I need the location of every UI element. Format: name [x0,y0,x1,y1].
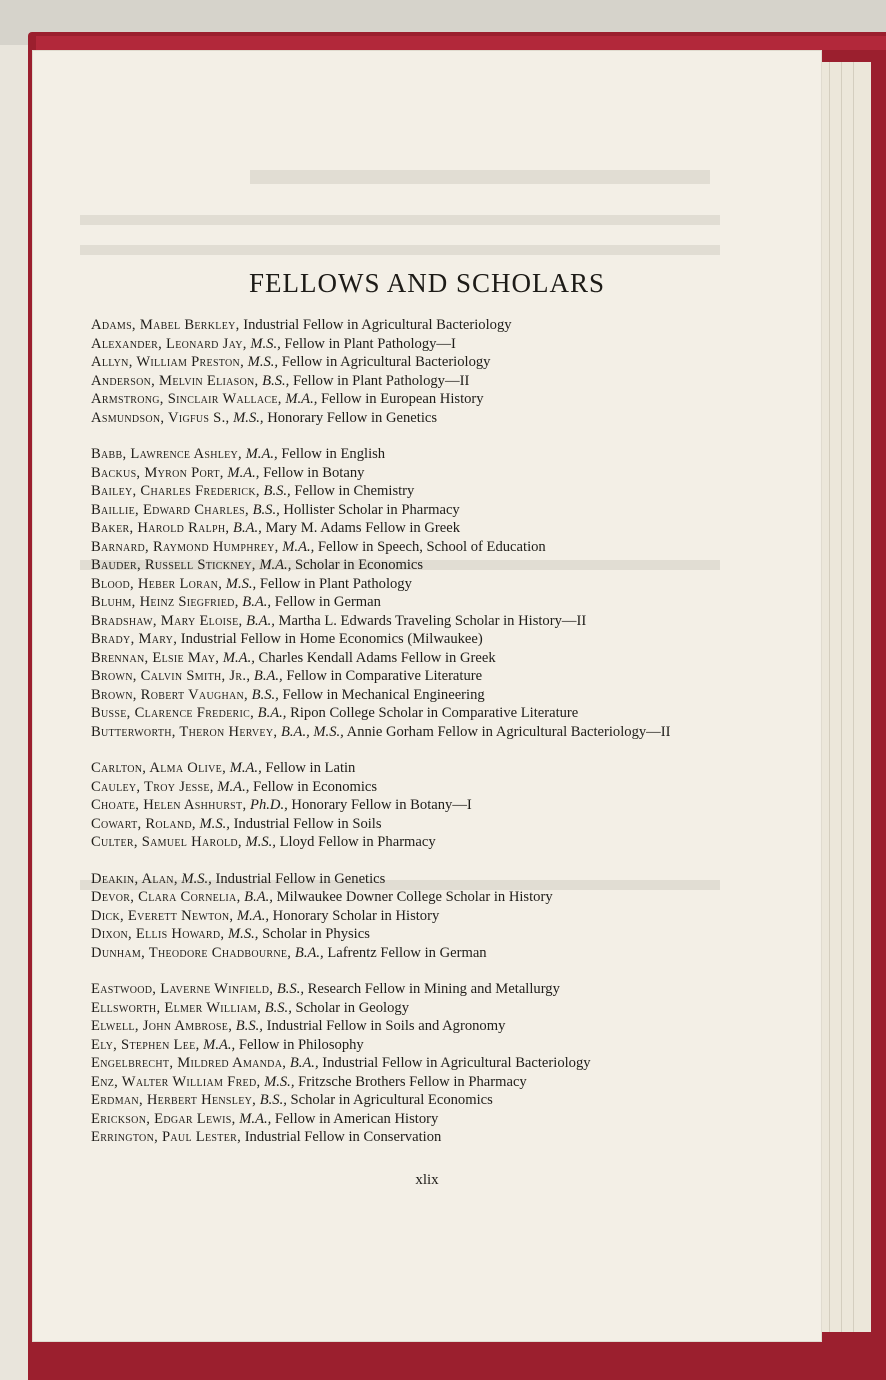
award-description: Martha L. Edwards Traveling Scholar in History—II [274,612,587,629]
award-description: Honorary Scholar in History [269,907,440,924]
person-name: Dixon, Ellis Howard, [91,926,225,942]
person-name: Baker, Harold Ralph, [91,520,230,536]
degree: B.S., [256,1092,287,1108]
list-item [91,815,741,834]
award-description: Hollister Scholar in Pharmacy [279,501,460,518]
list-item [91,482,741,501]
group-separator [91,427,741,445]
person-name: Bluhm, Heinz Siegfried, [91,594,239,610]
degree: M.A., [199,1036,236,1053]
award-description: Ripon College Scholar in Comparative Literature [286,705,579,721]
person-name: Bauder, Russell Stickney, [91,557,256,573]
award-description: Research Fellow in Mining and Metallurgy [304,981,560,997]
degree: B.A., [286,1055,319,1071]
list-item [91,390,741,409]
list-item [91,1036,741,1055]
list-item [91,1073,741,1092]
list-item [91,833,741,852]
award-description: Fellow in Speech, School of Education [314,538,546,555]
degree: M.S., [260,1073,295,1090]
person-name: Anderson, Melvin Eliason, [91,372,259,389]
award-description: Fellow in Plant Pathology [256,575,412,592]
person-name: Ellsworth, Elmer William, [91,999,262,1016]
degree: B.A., [254,705,287,721]
award-description: Fellow in European History [317,391,484,407]
degree: Ph.D., [246,797,288,813]
person-name: Babb, Lawrence Ashley, [91,446,242,462]
degree: B.A., [240,889,273,905]
award-description: Fellow in Mechanical Engineering [278,686,485,703]
person-name: Ely, Stephen Lee, [91,1036,200,1053]
list-item [91,1017,741,1036]
list-item [91,944,741,963]
award-description: Industrial Fellow in Genetics [211,870,386,887]
degree: M.S., [246,335,281,352]
list-item [91,999,741,1018]
degree: B.S., [248,686,279,703]
degree: M.S., [241,834,276,850]
person-name: Adams, Mabel Berkley, [91,317,240,333]
group-separator [91,962,741,980]
degree: B.S., [261,999,292,1016]
degree: M.S., [244,354,279,370]
list-item [91,980,741,999]
list-item [91,464,741,483]
award-description: Industrial Fellow in Soils and Agronomy [262,1018,506,1034]
degree: B.A., [291,944,324,961]
person-name: Erdman, Herbert Hensley, [91,1092,257,1108]
person-name: Enz, Walter William Fred, [91,1073,261,1090]
person-name: Backus, Myron Port, [91,464,224,481]
degree: B.S., [258,372,290,389]
page-title: FELLOWS AND SCHOLARS [248,268,606,298]
person-name: Errington, Paul Lester, [91,1129,242,1145]
person-name: Brown, Calvin Smith, Jr., [91,668,251,684]
person-name: Elwell, John Ambrose, [91,1018,233,1034]
award-description: Annie Gorham Fellow in Agricultural Bacteriology—II [343,723,671,740]
list-item [91,593,741,612]
list-item [91,372,741,391]
award-description: Scholar in Geology [291,999,409,1016]
person-name: Cauley, Troy Jesse, [91,778,214,795]
degree: M.A., [223,464,260,481]
degree: B.A., M.S., [277,723,344,740]
degree: B.S., [259,483,291,499]
award-description: Fellow in English [277,446,386,462]
list-item [91,501,741,520]
list-item [91,888,741,907]
degree: B.A., [238,594,272,610]
list-item [91,630,741,649]
list-item [91,409,741,428]
degree: B.S., [232,1018,263,1034]
list-item [91,1054,741,1073]
degree: M.A., [219,649,255,666]
award-description: Lafrentz Fellow in German [323,944,487,961]
person-name: Carlton, Alma Olive, [91,760,227,776]
degree: B.A., [250,668,283,684]
person-name: Bradshaw, Mary Eloise, [91,612,243,629]
degree: M.S., [222,575,257,592]
person-name: Allyn, William Preston, [91,354,245,370]
group-separator [91,741,741,759]
list-item [91,907,741,926]
list-item [91,353,741,372]
person-name: Busse, Clarence Frederic, [91,705,255,721]
degree: M.S., [195,815,230,832]
award-description: Fellow in Agricultural Bacteriology [278,354,491,370]
award-description: Industrial Fellow in Agricultural Bacteriology [318,1055,591,1071]
award-description: Fellow in Philosophy [235,1036,364,1053]
person-name: Cowart, Roland, [91,815,196,832]
degree: M.A., [255,557,292,573]
list-item [91,445,741,464]
person-name: Armstrong, Sinclair Wallace, [91,391,282,407]
award-description: Milwaukee Downer College Scholar in History [272,889,553,905]
person-name: Brennan, Elsie May, [91,649,220,666]
award-description: Mary M. Adams Fellow in Greek [261,520,461,536]
list-item [91,778,741,797]
award-description: Fellow in American History [271,1110,439,1127]
award-description: Scholar in Agricultural Economics [286,1092,493,1108]
degree: M.A., [281,391,318,407]
list-item [91,723,741,742]
award-description: Fellow in Latin [261,760,356,776]
award-description: Fellow in Botany [259,464,365,481]
person-name: Dunham, Theodore Chadbourne, [91,944,292,961]
group-separator [91,852,741,870]
award-description: Industrial Fellow in Agricultural Bacteriology [239,317,512,333]
person-name: Engelbrecht, Mildred Amanda, [91,1055,287,1071]
list-item [91,519,741,538]
award-description: Industrial Fellow in Home Economics (Milwaukee) [177,631,483,647]
person-name: Blood, Heber Loran, [91,575,223,592]
person-name: Bailey, Charles Frederick, [91,483,260,499]
degree: B.S., [273,981,304,997]
person-name: Brown, Robert Vaughan, [91,686,248,703]
award-description: Fritzsche Brothers Fellow in Pharmacy [294,1073,527,1090]
award-description: Scholar in Economics [291,557,424,573]
person-name: Brady, Mary, [91,631,178,647]
person-name: Devor, Clara Cornelia, [91,889,241,905]
book-cover-top-edge [36,36,886,50]
person-name: Deakin, Alan, [91,870,178,887]
list-item [91,667,741,686]
award-description: Charles Kendall Adams Fellow in Greek [254,649,496,666]
list-item [91,316,741,335]
list-item [91,925,741,944]
degree: M.A., [233,907,270,924]
degree: M.S., [229,409,264,426]
person-name: Baillie, Edward Charles, [91,501,249,518]
person-name: Asmundson, Vigfus S., [91,409,230,426]
degree: M.A., [235,1110,272,1127]
award-description: Industrial Fellow in Soils [229,815,382,832]
degree: B.S., [248,501,280,518]
list-item [91,575,741,594]
award-description: Fellow in Comparative Literature [282,668,483,684]
degree: B.A., [229,520,262,536]
award-description: Honorary Fellow in Botany—I [287,797,472,813]
award-description: Fellow in German [271,594,381,610]
person-name: Culter, Samuel Harold, [91,834,242,850]
award-description: Fellow in Plant Pathology—I [280,335,456,352]
person-name: Choate, Helen Ashhurst, [91,797,247,813]
person-name: Eastwood, Laverne Winfield, [91,981,274,997]
person-name: Dick, Everett Newton, [91,907,234,924]
page-number: xlix [415,1172,439,1188]
degree: B.A., [242,612,275,629]
award-description: Industrial Fellow in Conservation [241,1129,442,1145]
list-item [91,1128,741,1147]
list-item [91,796,741,815]
list-item [91,335,741,354]
person-name: Barnard, Raymond Humphrey, [91,538,279,555]
award-description: Fellow in Plant Pathology—II [289,372,470,389]
previous-page-edge [0,45,31,1380]
degree: M.A., [242,446,278,462]
degree: M.S., [224,926,259,942]
person-name: Erickson, Edgar Lewis, [91,1110,236,1127]
person-name: Alexander, Leonard Jay, [91,335,247,352]
award-description: Scholar in Physics [258,926,370,942]
degree: M.A., [278,538,315,555]
list-item [91,1110,741,1129]
list-item [91,556,741,575]
award-description: Honorary Fellow in Genetics [263,409,438,426]
degree: M.A., [226,760,262,776]
award-description: Fellow in Economics [249,778,378,795]
degree: M.A., [213,778,250,795]
list-item [91,704,741,723]
award-description: Lloyd Fellow in Pharmacy [275,834,436,850]
list-item [91,649,741,668]
fellows-list [91,316,741,1147]
list-item [91,612,741,631]
list-item [91,870,741,889]
degree: M.S., [177,870,212,887]
person-name: Butterworth, Theron Hervey, [91,723,278,740]
award-description: Fellow in Chemistry [290,483,415,499]
list-item [91,1091,741,1110]
list-item [91,686,741,705]
list-item [91,538,741,557]
list-item [91,759,741,778]
